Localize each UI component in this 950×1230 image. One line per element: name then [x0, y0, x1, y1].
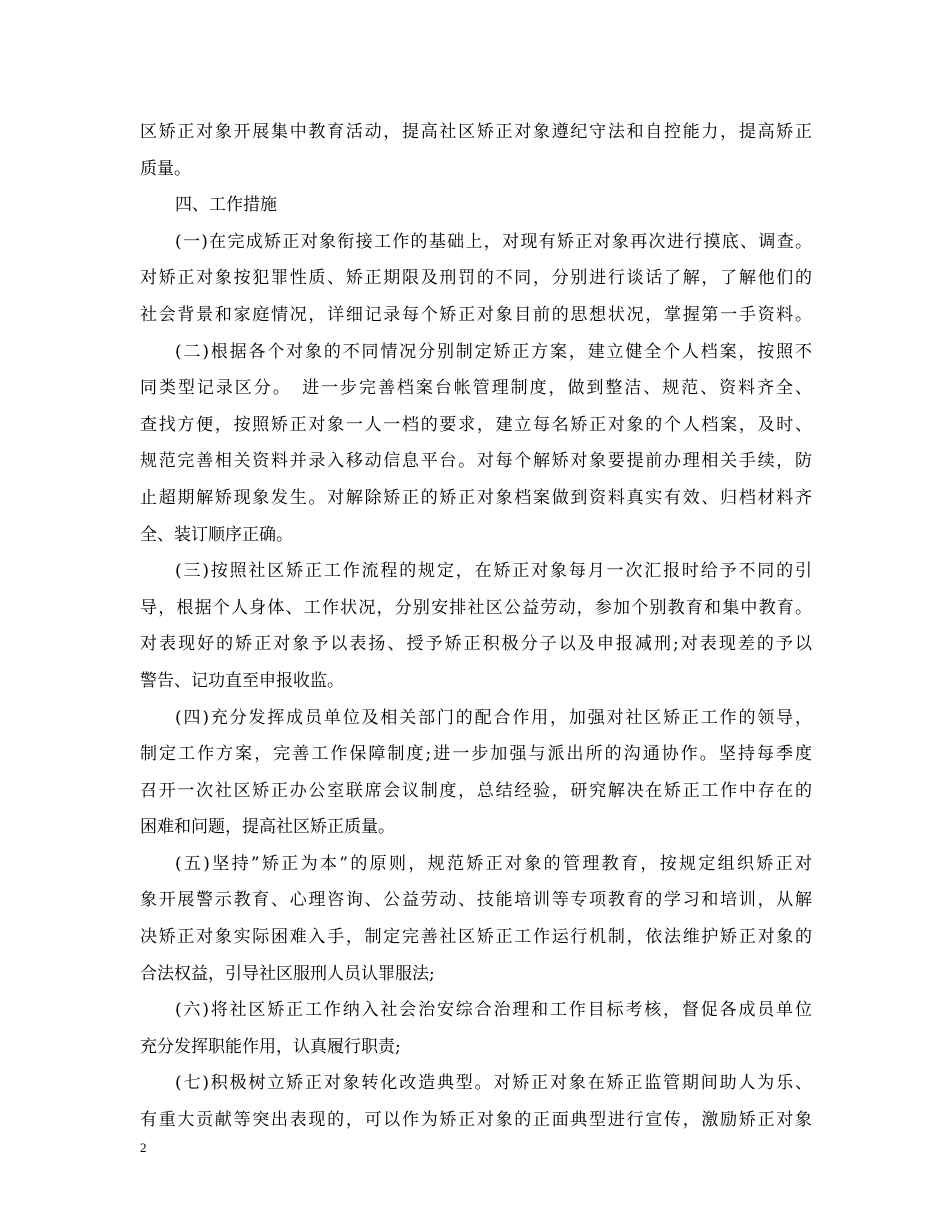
paragraph-line: 同类型记录区分。 进一步完善档案台帐管理制度，做到整洁、规范、资料齐全、: [140, 378, 812, 399]
paragraph-line: (三)按照社区矫正工作流程的规定，在矫正对象每月一次汇报时给予不同的引: [175, 561, 812, 582]
paragraph-line: 警告、记功直至申报收监。: [140, 670, 344, 691]
paragraph-line: (七)积极树立矫正对象转化改造典型。对矫正对象在矫正监管期间助人为乐、: [175, 1073, 812, 1094]
paragraph-line: 困难和问题，提高社区矫正质量。: [140, 817, 395, 838]
paragraph-line: 召开一次社区矫正办公室联席会议制度，总结经验，研究解决在矫正工作中存在的: [140, 780, 812, 801]
paragraph-line: 制定工作方案，完善工作保障制度;进一步加强与派出所的沟通协作。坚持每季度: [140, 744, 812, 765]
paragraph-line: 合法权益，引导社区服刑人员认罪服法;: [140, 963, 435, 984]
paragraph-line: 区矫正对象开展集中教育活动，提高社区矫正对象遵纪守法和自控能力，提高矫正: [140, 122, 812, 142]
paragraph-line: 对矫正对象按犯罪性质、矫正期限及刑罚的不同，分别进行谈话了解，了解他们的: [140, 268, 812, 289]
paragraph-line: 规范完善相关资料并录入移动信息平台。对每个解矫对象要提前办理相关手续，防: [140, 451, 812, 472]
paragraph-line: 社会背景和家庭情况，详细记录每个矫正对象目前的思想状况，掌握第一手资料。: [140, 304, 812, 325]
paragraph-line: (五)坚持”矫正为本”的原则，规范矫正对象的管理教育，按规定组织矫正对: [175, 853, 812, 874]
paragraph-line: (四)充分发挥成员单位及相关部门的配合作用，加强对社区矫正工作的领导，: [175, 707, 812, 728]
paragraph-line: 导，根据个人身体、工作状况，分别安排社区公益劳动，参加个别教育和集中教育。: [140, 597, 812, 618]
paragraph-line: (一)在完成矫正对象衔接工作的基础上，对现有矫正对象再次进行摸底、调查。: [175, 231, 812, 252]
paragraph-line: 查找方便，按照矫正对象一人一档的要求，建立每名矫正对象的个人档案，及时、: [140, 414, 812, 435]
paragraph-line: 充分发挥职能作用，认真履行职责;: [140, 1036, 401, 1057]
paragraph-line: (二)根据各个对象的不同情况分别制定矫正方案，建立健全个人档案，按照不: [175, 341, 812, 362]
paragraph-line: 象开展警示教育、心理咨询、公益劳动、技能培训等专项教育的学习和培训，从解: [140, 890, 812, 911]
paragraph-line: 质量。: [140, 158, 191, 179]
document-body: [140, 114, 812, 1139]
paragraph-line: 决矫正对象实际困难入手，制定完善社区矫正工作运行机制，依法维护矫正对象的: [140, 927, 812, 948]
paragraph-line: 全、装订顺序正确。: [140, 524, 293, 545]
paragraph-line: 对表现好的矫正对象予以表扬、授予矫正积极分子以及申报减刑;对表现差的予以: [140, 634, 812, 655]
paragraph-line: 有重大贡献等突出表现的，可以作为矫正对象的正面典型进行宣传，激励矫正对象: [140, 1110, 812, 1131]
page-number: 2: [140, 1140, 147, 1155]
section-heading: 四、工作措施: [175, 195, 277, 216]
paragraph-line: (六)将社区矫正工作纳入社会治安综合治理和工作目标考核，督促各成员单位: [175, 1000, 812, 1021]
paragraph-line: 止超期解矫现象发生。对解除矫正的矫正对象档案做到资料真实有效、归档材料齐: [140, 487, 812, 508]
